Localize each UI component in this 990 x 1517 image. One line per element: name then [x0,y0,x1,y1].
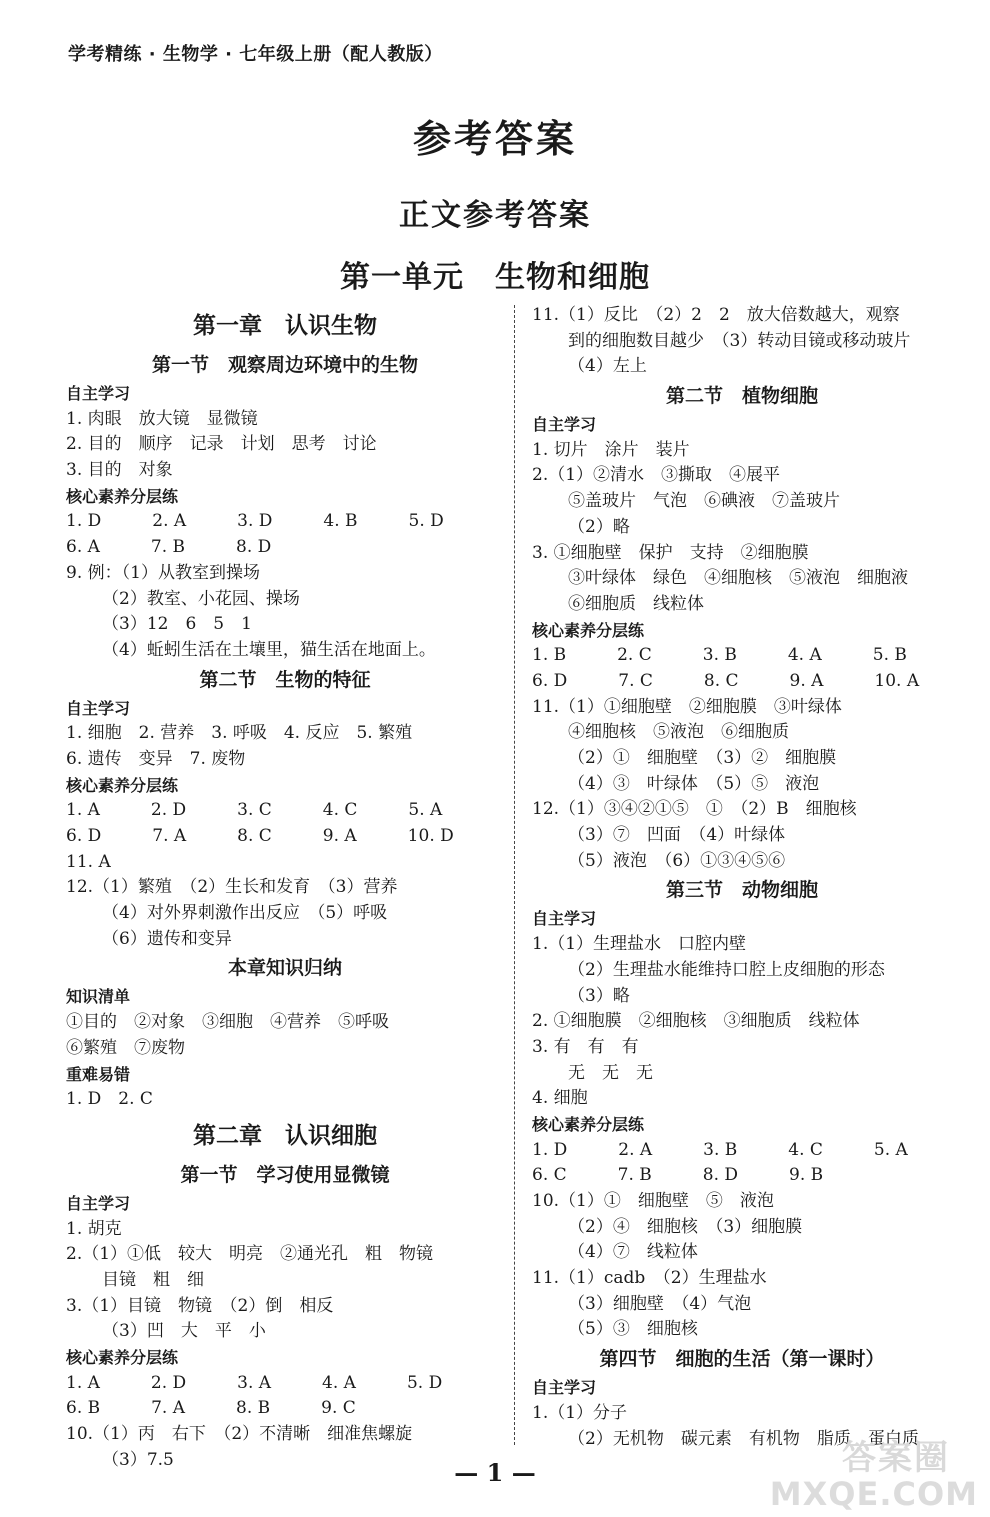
answer-line: 1. A 2. D 3. C 4. C 5. A [66,800,443,821]
answer-line: 11.（1）反比 （2）2 2 放大倍数越大，观察 [532,305,900,325]
watermark-logo: 答案圈 [842,1438,950,1478]
answer-line: 2.（1）①低 较大 明亮 ②通光孔 粗 物镜 [66,1244,434,1265]
answer-line: 9. 例：（1）从教室到操场 [66,562,260,583]
answer-line: 11. A [66,851,111,872]
section-heading: 第三节 动物细胞 [665,879,818,902]
section-heading: 本章知识归纳 [227,957,342,980]
answer-line: 1. 肉眼 放大镜 显微镜 [66,408,258,429]
subsection-label: 知识清单 [66,987,131,1007]
answer-line-indented: （4）左上 [568,356,647,377]
section-heading: 第四节 细胞的生活（第一课时） [599,1348,885,1371]
answer-line: 6. C 7. B 8. D 9. B [532,1165,824,1186]
answer-line: 6. B 7. A 8. B 9. C [66,1398,356,1419]
answer-line-indented: ③叶绿体 绿色 ④细胞核 ⑤液泡 细胞液 [568,568,908,589]
subsection-label: 核心素养分层练 [66,486,179,506]
subsection-label: 核心素养分层练 [532,1114,645,1134]
subsection-label: 自主学习 [66,1193,131,1213]
answer-line: 3.（1）目镜 物镜 （2）倒 相反 [66,1295,334,1316]
section-heading: 第一节 学习使用显微镜 [180,1163,390,1186]
answer-line: 12.（1）繁殖 （2）生长和发育 （3）营养 [66,877,398,898]
page-number: — 1 — [454,1458,536,1487]
answer-line: 11.（1）cadb （2）生理盐水 [532,1268,767,1289]
answer-line-indented: （3）细胞壁 （4）气泡 [568,1293,752,1314]
answer-line-indented: （3）7.5 [102,1449,174,1470]
answer-line-indented: （4）对外界刺激作出反应 （5）呼吸 [102,903,388,924]
answer-line-indented: （2）教室、小花园、操场 [102,588,300,609]
section-heading: 第二节 生物的特征 [199,668,371,691]
answer-line: 3. 有 有 有 [532,1036,639,1057]
answer-line-indented: （5）液泡 （6）①③④⑤⑥ [568,850,786,871]
subsection-label: 自主学习 [532,1378,597,1398]
answer-line-indented: （4）⑦ 线粒体 [568,1242,698,1263]
answer-line-indented: （6）遗传和变异 [102,928,232,949]
subsection-label: 核心素养分层练 [532,620,645,640]
answer-line: 1.（1）生理盐水 口腔内壁 [532,934,747,955]
answer-line-indented: （3）12 6 5 1 [102,614,252,635]
answer-line-indented: （2）略 [568,516,630,537]
answer-line: 4. 细胞 [532,1088,588,1109]
answer-line: 6. A 7. B 8. D [66,537,272,558]
chapter-heading: 第一章 认识生物 [193,312,377,339]
answer-line-indented: ⑤盖玻片 气泡 ⑥碘液 ⑦盖玻片 [568,491,840,512]
answer-line: 1. 胡克 [66,1218,122,1239]
answer-line-indented: （2）④ 细胞核 （3）细胞膜 [568,1216,803,1237]
answer-line-indented: （4）蚯蚓生活在土壤里，猫生活在地面上。 [102,639,436,660]
answer-line-indented: ④细胞核 ⑤液泡 ⑥细胞质 [568,722,789,743]
answer-line: 1. D 2. C [66,1089,153,1110]
answer-line: 1. B 2. C 3. B 4. A 5. B [532,645,907,666]
answer-line: 6. 遗传 变异 7. 废物 [66,748,246,769]
unit-heading: 第一单元 生物和细胞 [340,260,650,295]
answer-line: 6. D 7. A 8. C 9. A 10. D [66,826,454,846]
page-title: 参考答案 [412,116,577,161]
answer-line-indented: 到的细胞数目越少 （3）转动目镜或移动玻片 [568,330,911,351]
answer-line-indented: ⑥细胞质 线粒体 [568,593,704,614]
left-column [66,303,504,1473]
answer-line: ①目的 ②对象 ③细胞 ④营养 ⑤呼吸 [66,1012,389,1033]
answer-line: 2. ①细胞膜 ②细胞核 ③细胞质 线粒体 [532,1011,860,1032]
answer-line: 6. D 7. C 8. C 9. A 10. A [532,670,920,691]
answer-line: 1. 细胞 2. 营养 3. 呼吸 4. 反应 5. 繁殖 [66,723,413,744]
answer-line: 11.（1）①细胞壁 ②细胞膜 ③叶绿体 [532,696,842,717]
answer-line: 1.（1）分子 [532,1402,628,1423]
running-header: 学考精练 · 生物学 · 七年级上册（配人教版） [68,44,443,65]
answer-line-indented: 无 无 无 [568,1062,653,1083]
subsection-label: 核心素养分层练 [66,775,179,795]
answer-line: 12.（1）③④②①⑤ ① （2）B 细胞核 [532,799,857,820]
subsection-label: 自主学习 [66,384,131,403]
answer-line: 1. 切片 涂片 装片 [532,439,690,460]
subsection-label: 核心素养分层练 [66,1348,179,1367]
answer-line: 10.（1）① 细胞壁 ⑤ 液泡 [532,1191,774,1211]
answer-line-indented: （3）⑦ 凹面 （4）叶绿体 [568,825,786,846]
answer-line: 2.（1）②清水 ③撕取 ④展平 [532,465,781,486]
answer-line-indented: （4）③ 叶绿体 （5）⑤ 液泡 [568,773,820,794]
answer-line-indented: （2）生理盐水能维持口腔上皮细胞的形态 [568,959,885,980]
answer-line: 2. 目的 顺序 记录 计划 思考 讨论 [66,434,377,455]
answer-line-indented: （2）① 细胞壁 （3）② 细胞膜 [568,748,837,768]
page-subtitle: 正文参考答案 [399,198,591,233]
right-column [532,303,952,1452]
subsection-label: 重难易错 [66,1064,131,1084]
answer-line-indented: （5）③ 细胞核 [568,1319,698,1340]
subsection-label: 自主学习 [66,698,131,718]
answer-line: 1. D 2. A 3. B 4. C 5. A [532,1139,908,1160]
answer-line: 10.（1）丙 右下 （2）不清晰 细准焦螺旋 [66,1424,413,1445]
section-heading: 第二节 植物细胞 [665,385,818,408]
answer-line-indented: （3）凹 大 平 小 [102,1321,266,1342]
answer-line: ⑥繁殖 ⑦废物 [66,1037,185,1058]
answer-line: 1. D 2. A 3. D 4. B 5. D [66,511,444,532]
answer-line: 1. A 2. D 3. A 4. A 5. D [66,1372,443,1393]
answer-line: 3. ①细胞壁 保护 支持 ②细胞膜 [532,542,809,563]
answer-line-indented: （2）无机物 碳元素 有机物 脂质 蛋白质 [568,1428,919,1449]
chapter-heading: 第二章 认识细胞 [193,1121,377,1149]
answer-line-indented: （3）略 [568,985,630,1006]
subsection-label: 自主学习 [532,415,597,435]
subsection-label: 自主学习 [532,909,597,929]
answer-line: 3. 目的 对象 [66,460,173,481]
watermark-site: MXQE.COM [769,1475,978,1513]
section-heading: 第一节 观察周边环境中的生物 [151,354,418,376]
column-divider [514,305,515,1445]
answer-line-indented: 目镜 粗 细 [102,1269,204,1290]
